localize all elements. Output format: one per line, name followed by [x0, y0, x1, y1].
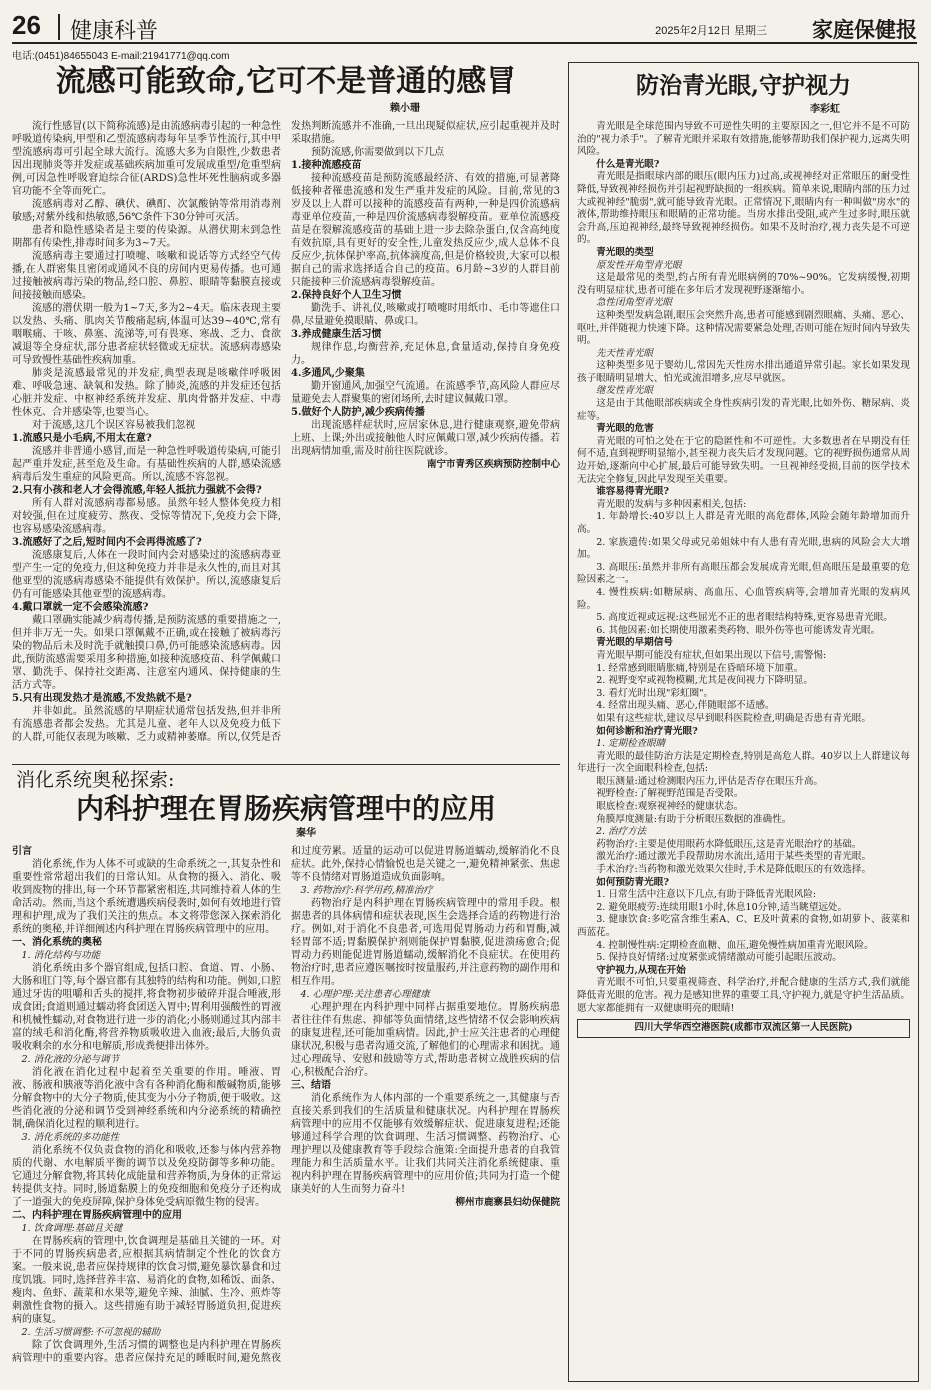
answer: 戴口罩确实能减少病毒传播,是预防流感的重要措施之一,但并非万无一失。如果口罩佩戴不正确,或在接触了被病毒污染的物品后未及时洗手就触摸口鼻,仍可能感染流感病毒。因此,预防流感需要采用多种措施,如接种流感疫苗、科学佩戴口罩、勤洗手、保持社交距离、注意室内通风、保持健康的生活方式等。 — [12, 615, 281, 691]
subsection-heading: 4. 心理护理:关注患者心理健康 — [300, 989, 430, 1000]
prevent-text: 接种流感疫苗是预防流感最经济、有效的措施,可显著降低接种者罹患流感和发生严重并发症的风险。目前,常见的3岁及以上人群可以接种的流感疫苗有两种,一种是四价流感病毒亚单位疫苗,一种是四价流感病毒裂解疫苗。亚单位流感疫苗是在裂解流感疫苗的基础上进一步去除杂蛋白,仅含高纯度有效抗原,具有更好的安全性,儿童发热反应少,成人总体不良反应少,抗体保护率高,抗体滴度高,但是价格较贵,大家可以根据自己的需求选择适合自己的疫苗。6月龄~3岁的人群目前只能接种三价流感病毒裂解疫苗。 — [291, 173, 560, 288]
prevent-text: 出现流感样症状时,应居家休息,进行健康观察,避免带病上班、上课;外出或接触他人时应佩戴口罩,减少疾病传播。若出现病情加重,需及时前往医院就诊。 — [291, 420, 560, 457]
glaucoma-body — [577, 121, 910, 1371]
gastro-body — [12, 845, 560, 1377]
paragraph: 肺炎是流感最常见的并发症,典型表现是咳嗽伴呼吸困难、呼吸急速、缺氧和发热。除了肺炎,流感的并发症还包括心脏并发症、中枢神经系统并发症、肌肉骨骼并发症、中毒性休克、合并感染等,也要当心。 — [12, 368, 281, 418]
prevent-heading: 3.养成健康生活习惯 — [291, 329, 382, 340]
gastro-author: 秦华 — [296, 828, 316, 839]
subsection-heading: 1. 消化结构与功能 — [21, 950, 101, 961]
list-item: 2. 避免眼疲劳:连续用眼1小时,休息10分钟,适当眺望远处。 — [596, 901, 848, 913]
paragraph: 预防流感,你需要做到以下几点 — [311, 147, 445, 158]
list-item: 3. 健康饮食:多吃富含维生素A、C、E及叶黄素的食物,如胡萝卜、菠菜和西蓝花。 — [577, 914, 910, 938]
paragraph: 青光眼的发病与多种因素相关,包括: — [596, 498, 747, 510]
subsection-heading: 1. 饮食调理:基础且关键 — [21, 1223, 123, 1234]
contact-line: 电话:(0451)84655043 E-mail:21941771@qq.com — [12, 51, 230, 62]
flu-title: 流感可能致命,它可不是普通的感冒 — [55, 64, 517, 99]
answer: 流感并非普通小感冒,而是一种急性呼吸道传染病,可能引起严重并发症,甚至危及生命。有基础性疾病的人群,感染流感病毒后发生重症的风险更高。所以,流感不容忽视。 — [12, 446, 281, 483]
list-item: 5. 高度近视或远视:这些屈光不正的患者眼结构特殊,更容易患青光眼。 — [596, 612, 893, 624]
header-divider — [58, 14, 60, 40]
question-heading: 5.只有出现发热才是流感,不发热就不是? — [12, 693, 192, 704]
list-item: 1. 年龄增长:40岁以上人群是青光眼的高危群体,风险会随年龄增加而升高。 — [577, 511, 910, 535]
section-heading: 如何预防青光眼? — [596, 876, 669, 888]
list-item: 眼底检查:观察视神经的健康状态。 — [596, 801, 744, 813]
paragraph: 消化系统,作为人体不可或缺的生命系统之一,其复杂性和重要性常常超出我们的日常认知。从食物的摄入、消化、吸收到废物的排出,每一个环节都紧密相连,共同维持着人体的生命活动。然而,当这个系统遭遇疾病侵袭时,如何有效地进行管理和护理,成为了我们关注的焦点。本文将带您深入探索消化系统的奥秘,并详细阐述内科护理在胃肠疾病管理中的应用。 — [12, 859, 281, 935]
paragraph: 这是由于其他眼部疾病或全身性疾病引发的青光眼,比如外伤、糖尿病、炎症等。 — [577, 398, 910, 422]
paragraph: 这是最常见的类型,约占所有青光眼病例的70%~90%。它发病缓慢,初期没有明显症状,患者可能在多年后才发现视野逐渐缩小。 — [577, 272, 910, 296]
list-item: 激光治疗:通过激光手段帮助房水流出,适用于某些类型的青光眼。 — [596, 851, 872, 863]
section-heading: 青光眼的危害 — [596, 423, 654, 435]
prevent-heading: 4.多通风,少聚集 — [291, 368, 365, 379]
paragraph: 青光眼早期可能没有症状,但如果出现以下信号,需警惕: — [596, 649, 827, 661]
question-heading: 2.只有小孩和老人才会得流感,年轻人抵抗力强就不会得? — [12, 485, 262, 496]
subsection-heading: 2. 消化液的分泌与调节 — [21, 1054, 120, 1065]
paragraph: 如果有这些症状,建议尽早到眼科医院检查,明确是否患有青光眼。 — [596, 712, 871, 724]
section-heading: 三、结语 — [291, 1080, 331, 1091]
prevent-heading: 5.做好个人防护,减少疾病传播 — [291, 407, 425, 418]
section-heading: 一、消化系统的奥秘 — [12, 937, 102, 948]
subsection-heading: 1. 定期检查眼睛 — [596, 738, 666, 750]
prevent-heading: 2.保持良好个人卫生习惯 — [291, 290, 402, 301]
subsection-heading: 2. 治疗方法 — [596, 826, 647, 838]
question-heading: 4.戴口罩就一定不会感染流感? — [12, 602, 149, 613]
paragraph: 这种类型多见于婴幼儿,常因先天性房水排出通道异常引起。家长如果发现孩子眼睛明显增大、怕光或流泪增多,应尽早就医。 — [577, 360, 910, 384]
paragraph: 对于流感,这几个误区容易被我们忽视 — [32, 420, 196, 431]
paragraph: 在胃肠疾病的管理中,饮食调理是基础且关键的一环。对于不同的胃肠疾病患者,应根据其病情制定个性化的饮食方案。一般来说,患者应保持规律的饮食习惯,避免暴饮暴食和过度饥饿。同时,选择营养丰富、易消化的食物,如稀饭、面条、瘦肉、鱼虾、蔬菜和水果等,避免辛辣、油腻、生冷、煎炸等刺激性食物的摄入。这些措施有助于减轻胃肠道负担,促进疾病的康复。 — [12, 1236, 281, 1325]
section-heading: 二、内科护理在胃肠疾病管理中的应用 — [12, 1210, 182, 1221]
prevent-text: 规律作息,均衡营养,充足休息,食量适动,保持自身免疫力。 — [291, 342, 560, 366]
gastro-source: 柳州市鹿寨县妇幼保健院 — [455, 1197, 560, 1208]
paragraph: 流感的潜伏期一般为1~7天,多为2~4天。临床表现主要以发热、头痛、肌肉关节酸痛起病,体温可达39~40℃,常有咽喉痛、干咳、鼻塞、流涕等,可有畏寒、寒战、乏力、食欲减退等全身症状,部分患者症状轻微或无症状。流感病毒感染可导致慢性基础性疾病加重。 — [12, 303, 281, 366]
list-item: 6. 其他因素:如长期使用激素类药物、眼外伤等也可能诱发青光眼。 — [596, 624, 881, 636]
list-item: 2. 家族遗传:如果父母或兄弟姐妹中有人患有青光眼,患病的风险会大大增加。 — [577, 536, 910, 561]
flu-body — [12, 120, 560, 762]
paragraph: 消化液在消化过程中起着至关重要的作用。唾液、胃液、肠液和胰液等消化液中含有各种消化酶和酸碱物质,能够分解食物中的大分子物质,使其变为小分子物质,便于吸收。这些消化液的分泌和调节受到神经系统和内分泌系统的精确控制,确保消化过程的顺利进行。 — [12, 1067, 281, 1130]
section-heading: 什么是青光眼? — [596, 158, 660, 170]
glaucoma-author: 李彩虹 — [810, 104, 840, 115]
subsection-heading: 3. 药物治疗:科学用药,精准治疗 — [300, 885, 433, 896]
paragraph: 流行性感冒(以下简称流感)是由流感病毒引起的一种急性呼吸道传染病,甲型和乙型流感病毒每年呈季节性流行,其中甲型流感病毒可引起全球大流行。流感大多为自限性,少数患者因出现肺炎等并发症或基础疾病加重可发展成重型/危重型病例,可因急性呼吸窘迫综合征(ARDS)急性坏死性脑病或多器官功能不全等而死亡。 — [12, 121, 281, 197]
question-heading: 1.流感只是小毛病,不用太在意? — [12, 433, 152, 444]
paragraph: 药物治疗是内科护理在胃肠疾病管理中的常用手段。根据患者的具体病情和症状表现,医生会选择合适的药物进行治疗。例如,对于消化不良患者,可选用促胃肠动力药和胃酶,减轻胃部不适;胃黏膜保护剂则能保护胃黏膜,促进溃疡愈合;促胃动力药则能促进胃肠道蠕动,缓解消化不良症状。在使用药物治疗时,患者应遵医嘱按时按量服药,并注意药物的副作用和相互作用。 — [291, 898, 560, 987]
glaucoma-source: 四川大学华西空港医院(成都市双流区第一人民医院) — [577, 1019, 910, 1038]
section-heading: 青光眼的类型 — [596, 246, 654, 258]
prevent-heading: 1.接种流感疫苗 — [291, 160, 362, 171]
paragraph: 青光眼不可怕,只要重视筛查、科学治疗,并配合健康的生活方式,我们就能降低青光眼的危害。视力是感知世界的重要工具,守护视力,就是守护生活品质。愿大家都能拥有一双健康明亮的眼睛! — [577, 977, 910, 1014]
intro-heading: 引言 — [12, 846, 32, 857]
paragraph: 消化系统由多个器官组成,包括口腔、食道、胃、小肠、大肠和肛门等,每个器官都有其独特的结构和功能。例如,口腔通过牙齿的咀嚼和舌头的搅拌,将食物初步破碎并混合唾液,形成食团;食道则通过蠕动将食团送入胃中;胃利用强酸性的胃液和机械性蠕动,对食物进行进一步的消化;小肠则通过其内部丰富的绒毛和消化酶,将营养物质吸收进入血液;最后,大肠负责吸收剩余的水分和电解质,形成粪便排出体外。 — [12, 963, 281, 1052]
type-heading: 原发性开角型青光眼 — [596, 259, 682, 271]
list-item: 4. 经常出现头痛、恶心,伴随眼部不适感。 — [596, 700, 775, 712]
flu-article — [12, 62, 560, 762]
gastro-article — [12, 764, 560, 1382]
paragraph: 青光眼是全球范围内导致不可逆性失明的主要原因之一,但它并不是不可防治的"视力杀手"。了解青光眼并采取有效措施,能够帮助我们保护视力,远离失明风险。 — [577, 121, 910, 158]
paragraph: 青光眼的最佳防治方法是定期检查,特别是高危人群。40岁以上人群建议每年进行一次全面眼科检查,包括: — [577, 750, 910, 775]
paragraph: 青光眼是指眼球内部的眼压(眼内压力)过高,或视神经对正常眼压的耐受性降低,导致视神经损伤并引起视野缺损的一组疾病。简单来说,眼睛内部的压力过大或视神经"脆弱",就可能导致青光眼。正常情况下,眼睛内有一种叫做"房水"的液体,帮助维持眼压和眼睛的正常功能。当房水排出受阻,或产生过多时,眼压就会升高,压迫视神经,最终导致视神经损伤。如果不及时治疗,视力丧失是不可逆的。 — [577, 171, 910, 246]
paragraph: 患者和隐性感染者是主要的传染源。从潜伏期末到急性期都有传染性,排毒时间多为3~7天。 — [12, 225, 281, 249]
paragraph: 青光眼的可怕之处在于它的隐匿性和不可逆性。大多数患者在早期没有任何不适,直到视野明显缩小,甚至视力丧失后才发现问题。它的视野损伤通常从周边开始,逐渐向中心扩展,最后可能导致失明。一旦视神经受损,目前的医学技术无法完全修复,因此早发现至关重要。 — [577, 435, 910, 485]
gastro-title: 内科护理在胃肠疾病管理中的应用 — [75, 792, 496, 825]
section-heading: 守护视力,从现在开始 — [596, 964, 686, 976]
page-number: 26 — [12, 10, 41, 40]
list-item: 1. 经常感到眼睛胀痛,特别是在昏暗环境下加重。 — [596, 662, 804, 674]
list-item: 眼压测量:通过检测眼内压力,评估是否存在眼压升高。 — [596, 775, 824, 787]
list-item: 角膜厚度测量:有助于分析眼压数据的准确性。 — [596, 813, 792, 825]
paragraph: 消化系统不仅负责食物的消化和吸收,还参与体内营养物质的代谢、水电解质平衡的调节以及免疫防御等多种功能。它通过分解食物,将其转化成能量和营养物质,为身体的正常运转提供支持。同时,肠道黏膜上的免疫细胞和免疫分子还构成了一道强大的免疫屏障,保护身体免受病原微生物的侵害。 — [12, 1145, 281, 1208]
flu-source: 南宁市青秀区疾病预防控制中心 — [426, 459, 560, 470]
subsection-heading: 2. 生活习惯调整:不可忽视的辅助 — [21, 1327, 161, 1338]
paragraph: 这种类型发病急剧,眼压会突然升高,患者可能感到剧烈眼痛、头痛、恶心、呕吐,并伴随视力快速下降。这种情况需要紧急处理,否则可能在短时间内导致失明。 — [577, 309, 910, 347]
list-item: 视野检查:了解视野范围是否受限。 — [596, 788, 744, 800]
list-item: 手术治疗:当药物和激光效果欠佳时,手术是降低眼压的有效选择。 — [596, 864, 872, 876]
type-heading: 急性闭角型青光眼 — [596, 297, 673, 309]
paragraph: 流感病毒主要通过打喷嚏、咳嗽和说话等方式经空气传播,在人群密集且密闭或通风不良的房间内更易传播。也可通过接触被病毒污染的物品,经口腔、鼻腔、眼睛等黏膜直接或间接接触而感染。 — [12, 251, 281, 301]
answer: 并非如此。虽然流感的早期症状通常包括发热,但并非所有流感患者都会发热。尤其是儿童、老年人以及免疫力低下的人群,可能仅表现为咳嗽、乏力或精神萎靡。所以,仅凭是否发热判断流感并不准确,一旦出现疑似症状,应引起重视并及时采取措施。 — [12, 121, 560, 743]
paragraph: 流感病毒对乙醇、碘伏、碘酊、次氯酸钠等常用消毒剂敏感;对紫外线和热敏感,56℃条件下30分钟可灭活。 — [12, 199, 281, 223]
list-item: 3. 看灯光时出现"彩虹圈"。 — [596, 687, 714, 699]
issue-date: 2025年2月12日 星期三 — [655, 25, 767, 37]
list-item: 4. 控制慢性病:定期检查血糖、血压,避免慢性病加重青光眼风险。 — [596, 939, 874, 951]
list-item: 2. 视野变窄或视物模糊,尤其是夜间视力下降明显。 — [596, 675, 813, 687]
list-item: 4. 慢性疾病:如糖尿病、高血压、心血管疾病等,会增加青光眼的发病风险。 — [577, 586, 910, 611]
list-item: 药物治疗:主要是使用眼药水降低眼压,这是青光眼治疗的基础。 — [596, 838, 862, 850]
section-heading: 谁容易得青光眼? — [596, 486, 669, 498]
section-heading: 青光眼的早期信号 — [596, 637, 673, 649]
gastro-kicker: 消化系统奥秘探索: — [16, 769, 175, 791]
paragraph: 除了饮食调理外,生活习惯的调整也是内科护理在胃肠疾病管理中的重要内容。患者应保持充足的睡眠时间,避免熬夜和过度劳累。适量的运动可以促进胃肠道蠕动,缓解消化不良症状。此外,保持心情愉悦也是关键之一,避免精神紧张、焦虑等不良情绪对胃肠道造成负面影响。 — [12, 846, 560, 1364]
type-heading: 先天性青光眼 — [596, 347, 654, 359]
flu-author: 赖小珊 — [390, 103, 420, 114]
answer: 流感康复后,人体在一段时间内会对感染过的流感病毒亚型产生一定的免疫力,但这种免疫力并非是永久性的,而且对其他亚型的流感病毒感染不能提供有效保护。所以,流感康复后仍有可能感染其他亚型的流感病毒。 — [12, 550, 281, 600]
question-heading: 3.流感好了之后,短时间内不会再得流感了? — [12, 537, 202, 548]
list-item: 1. 日常生活中注意以下几点,有助于降低青光眼风险: — [596, 889, 817, 901]
paper-name: 家庭保健报 — [812, 17, 917, 42]
glaucoma-article — [568, 62, 919, 1382]
section-heading: 如何诊断和治疗青光眼? — [596, 725, 698, 737]
paragraph: 心理护理在内科护理中同样占据重要地位。胃肠疾病患者往往伴有焦虑、抑郁等负面情绪,这些情绪不仅会影响疾病的康复进程,还可能加重病情。因此,护士应关注患者的心理健康状况,积极与患者沟通交流,了解他们的心理需求和困扰。通过心理疏导、安慰和鼓励等方式,帮助患者树立战胜疾病的信心,积极配合治疗。 — [291, 1002, 560, 1078]
type-heading: 继发性青光眼 — [596, 385, 654, 397]
paragraph: 消化系统作为人体内部的一个重要系统之一,其健康与否直接关系到我们的生活质量和健康状况。内科护理在胃肠疾病管理中的应用不仅能够有效缓解症状、促进康复进程;还能够通过科学合理的饮食调理、生活习惯调整、药物治疗、心理护理以及健康教育等手段综合施策:全面提升患者的自我管理能力和生活质量水平。让我们共同关注消化系统健康、重视内科护理在胃肠疾病管理中的应用价值;共同为打造一个健康美好的人生而努力奋斗! — [291, 1093, 560, 1195]
subsection-heading: 3. 消化系统的多功能性 — [21, 1132, 120, 1143]
glaucoma-title: 防治青光眼,守护视力 — [635, 72, 851, 99]
list-item: 5. 保持良好情绪:过度紧张或情绪激动可能引起眼压波动。 — [596, 952, 842, 964]
answer: 所有人群对流感病毒都易感。虽然年轻人整体免疫力相对较强,但在过度疲劳、熬夜、受惊等情况下,免疫力会下降,也容易感染流感病毒。 — [12, 498, 281, 535]
list-item: 3. 高眼压:虽然并非所有高眼压都会发展成青光眼,但高眼压是最重要的危险因素之一。 — [577, 561, 910, 586]
prevent-text: 勤开窗通风,加强空气流通。在流感季节,高风险人群应尽量避免去人群聚集的密闭场所,去时建议佩戴口罩。 — [291, 381, 560, 405]
page-header — [12, 8, 917, 44]
section-name: 健康科普 — [70, 19, 159, 44]
prevent-text: 勤洗手、讲礼仪,咳嗽或打喷嚏时用纸巾、毛巾等遮住口鼻,尽量避免摸眼睛、鼻或口。 — [291, 303, 560, 327]
